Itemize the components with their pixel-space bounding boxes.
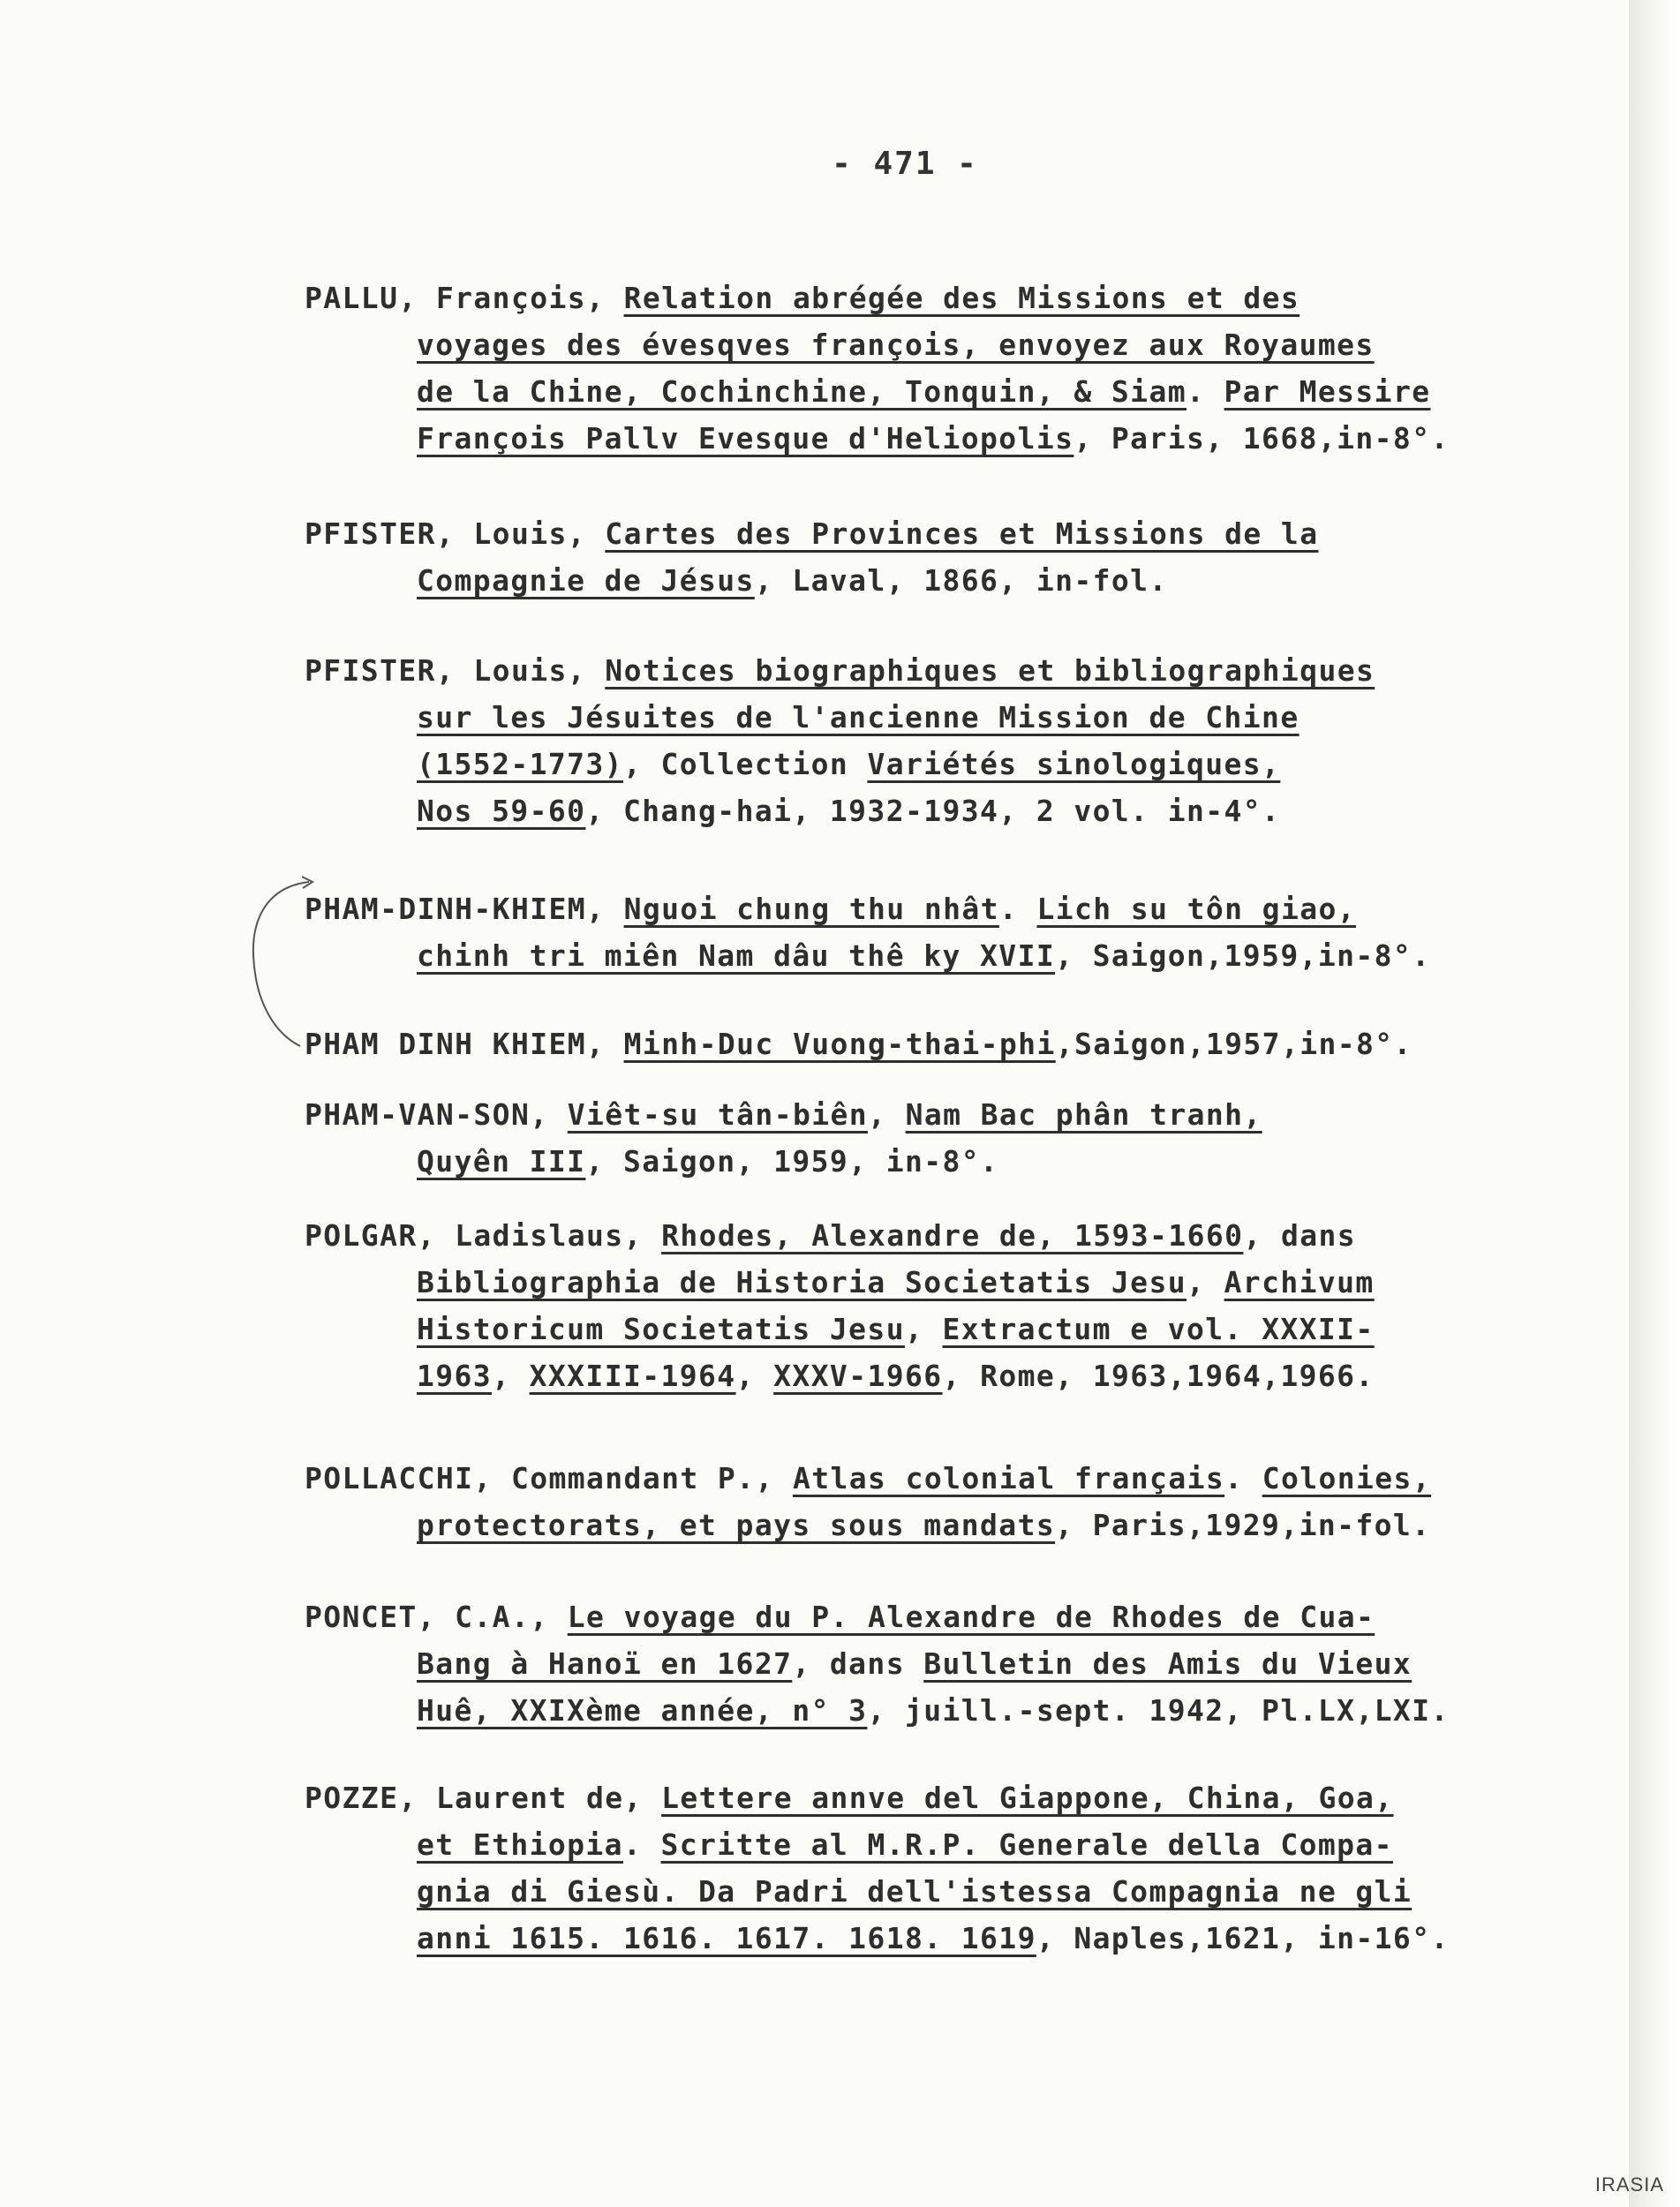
entry-continuation-line <box>417 421 1450 456</box>
underlined-title-text: sur les Jésuites de l'ancienne Mission de Chine <box>417 700 1300 734</box>
underlined-title-text: Relation abrégée des Missions et des <box>623 281 1300 315</box>
entry-continuation-line <box>417 794 1280 828</box>
underlined-title-text: voyages des évesqves françois, envoyez aux Royaumes <box>417 328 1375 362</box>
underlined-title-text: Bulletin des Amis du Vieux <box>923 1646 1413 1681</box>
underlined-title-text: Quyên III <box>417 1144 586 1179</box>
entry-continuation-line <box>417 1827 1393 1862</box>
underlined-title-text: (1552-1773) <box>417 747 623 781</box>
entry-continuation-line <box>417 1646 1412 1681</box>
entry-continuation-line <box>417 328 1375 362</box>
entry-continuation-line <box>417 374 1430 409</box>
underlined-title-text: 1963 <box>417 1359 493 1393</box>
citation-text: POZZE, Laurent de, <box>305 1781 662 1815</box>
citation-text: POLLACCHI, Commandant P., <box>305 1461 793 1495</box>
citation-text: , dans <box>792 1646 924 1681</box>
citation-text: , Paris,1929,in-fol. <box>1055 1508 1431 1542</box>
citation-text: PHAM-DINH-KHIEM, <box>305 892 624 926</box>
entry-first-line <box>305 281 1300 315</box>
underlined-title-text: Cartes des Provinces et Missions de la <box>605 516 1319 551</box>
citation-text: , <box>868 1097 906 1132</box>
citation-text: , <box>492 1359 530 1393</box>
underlined-title-text: XXXV-1966 <box>773 1359 943 1393</box>
entry-continuation-line <box>417 700 1300 734</box>
entry-continuation-line <box>417 1921 1450 1955</box>
entry-first-line <box>305 892 1356 926</box>
citation-text: , Chang-hai, 1932-1934, 2 vol. in-4°. <box>585 794 1281 828</box>
citation-text: , Saigon,1959,in-8°. <box>1055 938 1431 973</box>
underlined-title-text: gnia di Giesù. Da Padri dell'istessa Compagnia ne gli <box>417 1874 1413 1909</box>
entry-continuation-line <box>417 747 1280 781</box>
underlined-title-text: Rhodes, Alexandre de, 1593-1660 <box>661 1218 1244 1253</box>
entry-continuation-line <box>417 1312 1375 1346</box>
underlined-title-text: Lettere annve del Giappone, China, Goa, <box>661 1781 1394 1815</box>
underlined-title-text: Minh-Duc Vuong-thai-phi <box>623 1027 1056 1061</box>
citation-text: PHAM DINH KHIEM, <box>305 1027 624 1061</box>
citation-text: , dans <box>1243 1218 1357 1253</box>
citation-text: , Paris, 1668,in-8°. <box>1074 421 1450 456</box>
citation-text: PONCET, C.A., <box>305 1600 568 1634</box>
footer-watermark: IRASIA <box>1594 2173 1664 2196</box>
entry-first-line <box>305 1218 1356 1253</box>
entry-continuation-line <box>417 1693 1450 1728</box>
citation-text: . <box>622 1827 661 1862</box>
underlined-title-text: François Pallv Evesque d'Heliopolis <box>417 421 1074 456</box>
citation-text: , Rome, 1963,1964,1966. <box>942 1359 1375 1393</box>
page-edge <box>1629 0 1680 2207</box>
citation-text: PHAM-VAN-SON, <box>305 1097 568 1132</box>
citation-text: PALLU, François, <box>305 281 624 315</box>
citation-text: PFISTER, Louis, <box>305 516 606 551</box>
entry-continuation-line <box>417 1359 1375 1393</box>
citation-text: . <box>1224 1461 1262 1495</box>
entry-first-line <box>305 653 1375 688</box>
citation-text: , Collection <box>622 747 868 781</box>
underlined-title-text: Compagnie de Jésus <box>417 563 755 598</box>
citation-text: PFISTER, Louis, <box>305 653 606 688</box>
entry-first-line <box>305 1781 1394 1815</box>
underlined-title-text: XXXIII-1964 <box>529 1359 736 1393</box>
citation-text: . <box>1186 374 1224 409</box>
underlined-title-text: et Ethiopia <box>417 1827 623 1862</box>
underlined-title-text: anni 1615. 1616. 1617. 1618. 1619 <box>417 1921 1036 1955</box>
entry-continuation-line <box>417 1144 998 1179</box>
page-number: - 471 - <box>832 146 978 182</box>
citation-text: . <box>998 892 1037 926</box>
underlined-title-text: de la Chine, Cochinchine, Tonquin, & Siam <box>417 374 1187 409</box>
underlined-title-text: Bibliographia de Historia Societatis Jesu <box>417 1265 1187 1299</box>
underlined-title-text: Archivum <box>1224 1265 1375 1299</box>
citation-text: ,Saigon,1957,in-8°. <box>1055 1027 1413 1061</box>
underlined-title-text: Le voyage du P. Alexandre de Rhodes de Cua- <box>567 1600 1375 1634</box>
underlined-title-text: protectorats, et pays sous mandats <box>417 1508 1056 1542</box>
entry-first-line <box>305 1600 1375 1634</box>
citation-text: , Laval, 1866, in-fol. <box>754 563 1168 598</box>
underlined-title-text: Notices biographiques et bibliographiques <box>605 653 1375 688</box>
citation-text: , Naples,1621, in-16°. <box>1036 1921 1450 1955</box>
entry-continuation-line <box>417 563 1168 598</box>
citation-text: , juill.-sept. 1942, Pl.LX,LXI. <box>867 1693 1450 1728</box>
underlined-title-text: Extractum e vol. XXXII- <box>942 1312 1375 1346</box>
entry-first-line <box>305 1027 1413 1061</box>
citation-text: , <box>1186 1265 1224 1299</box>
underlined-title-text: Scritte al M.R.P. Generale della Compa- <box>660 1827 1393 1862</box>
citation-text: , <box>904 1312 943 1346</box>
underlined-title-text: Atlas colonial français <box>792 1461 1225 1495</box>
underlined-title-text: Viêt-su tân-biên <box>567 1097 869 1132</box>
underlined-title-text: Colonies, <box>1262 1461 1432 1495</box>
entry-continuation-line <box>417 1265 1375 1299</box>
underlined-title-text: Nguoi chung thu nhât <box>623 892 999 926</box>
entry-first-line <box>305 1461 1431 1495</box>
underlined-title-text: Historicum Societatis Jesu <box>417 1312 905 1346</box>
entry-continuation-line <box>417 1508 1430 1542</box>
underlined-title-text: Lich su tôn giao, <box>1036 892 1357 926</box>
citation-text: POLGAR, Ladislaus, <box>305 1218 662 1253</box>
citation-text: , <box>735 1359 774 1393</box>
underlined-title-text: Nos 59-60 <box>417 794 586 828</box>
underlined-title-text: chinh tri miên Nam dâu thê ky XVII <box>417 938 1056 973</box>
underlined-title-text: Nam Bac phân tranh, <box>905 1097 1262 1132</box>
underlined-title-text: Par Messire <box>1224 374 1431 409</box>
entry-first-line <box>305 1097 1262 1132</box>
entry-continuation-line <box>417 938 1430 973</box>
underlined-title-text: Variétés sinologiques, <box>867 747 1281 781</box>
entry-first-line <box>305 516 1318 551</box>
citation-text: , Saigon, 1959, in-8°. <box>585 1144 999 1179</box>
handwritten-arrow-annotation <box>247 870 327 1055</box>
entry-continuation-line <box>417 1874 1412 1909</box>
underlined-title-text: Bang à Hanoï en 1627 <box>417 1646 793 1681</box>
underlined-title-text: Huê, XXIXème année, n° 3 <box>417 1693 868 1728</box>
